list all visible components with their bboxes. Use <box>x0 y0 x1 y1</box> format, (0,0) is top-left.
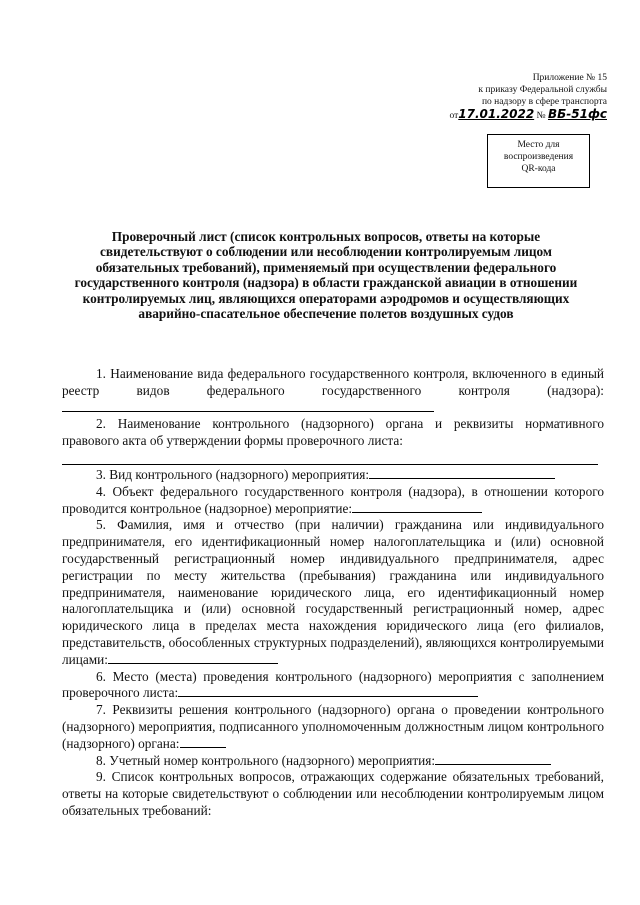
appendix-line-1: Приложение № 15 <box>532 73 607 83</box>
item-8-text: 8. Учетный номер контрольного (надзорного) мероприятия: <box>96 752 436 768</box>
item-9-text: 9. Список контрольных вопросов, отражающих содержание обязательных требований, ответы на которые свидетельствуют о соблюдении или несоблюдении контролируемым лицом обязательных требований: <box>62 769 604 818</box>
item-6-text: 6. Место (места) проведения контрольного (надзорного) мероприятия с заполнением проверочного листа: <box>62 668 604 701</box>
qr-line-3: QR-кода <box>521 164 556 174</box>
item-2-fill-line[interactable] <box>62 450 598 465</box>
item-7 <box>62 702 604 752</box>
item-4 <box>62 484 604 518</box>
handwritten-date: 17.01.2022 <box>458 107 535 121</box>
item-7-fill-line[interactable] <box>180 736 226 748</box>
item-4-text: 4. Объект федерального государственного контроля (надзора), в отношении которого проводится контрольное (надзорное) мероприятие: <box>62 483 604 516</box>
item-8-fill-line[interactable] <box>435 753 551 765</box>
handwritten-number: ВБ-51фс <box>548 107 607 121</box>
document-title: Проверочный лист (список контрольных вопросов, ответы на которые свидетельствуют о соблюдении или несоблюдении контролируемым лицом обязательных требований), применяемый при осуществлении федерального государственного контроля (надзора) в области гражданской авиации в отношении контролируемых лиц, являющихся операторами аэродромов и осуществляющих аварийно-спасательное обеспечение полетов воздушных судов <box>74 229 578 322</box>
qr-line-1: Место для <box>517 140 560 150</box>
qr-code-placeholder <box>487 134 590 188</box>
item-4-fill-line[interactable] <box>352 501 482 513</box>
item-5-fill-line[interactable] <box>108 652 278 664</box>
appendix-date-number <box>397 108 607 122</box>
item-6-fill-line[interactable] <box>178 685 478 697</box>
number-label: № <box>536 111 546 121</box>
item-5-text: 5. Фамилия, имя и отчество (при наличии) гражданина или индивидуального предпринимателя, его идентификационный номер налогоплательщика и (или) основной государственный регистрационный номер индивидуального предпринимателя, адрес регистрации по месту жительства (пребывания) гражданина или индивидуального предпринимателя, наименование юридического лица, его идентификационный номер налогоплательщика и (или) основной государственный регистрационный номер, адрес юридического лица в пределах места нахождения юридического лица (его филиалов, представительств, обособленных структурных подразделений), являющихся контролируемыми лицами: <box>62 517 604 667</box>
date-prefix: от <box>449 111 459 121</box>
item-1-fill-line[interactable] <box>62 400 434 412</box>
qr-line-2: воспроизведения <box>503 152 574 162</box>
item-8 <box>62 753 604 770</box>
appendix-line-3: по надзору в сфере транспорта <box>481 97 607 107</box>
item-1 <box>62 366 604 416</box>
item-9 <box>62 769 604 819</box>
item-6 <box>62 669 604 703</box>
item-1-text: 1. Наименование вида федерального государственного контроля, включенного в единый реестр видов федерального государственного контроля (надзора): <box>62 366 604 398</box>
item-3-fill-line[interactable] <box>369 467 555 479</box>
item-7-text: 7. Реквизиты решения контрольного (надзорного) органа о проведении контрольного (надзорного) мероприятия, подписанного уполномоченным должностным лицом контрольного (надзорного) органа: <box>62 702 604 751</box>
item-5 <box>62 517 604 668</box>
appendix-header <box>397 72 607 122</box>
document-body <box>62 366 604 820</box>
item-3 <box>62 467 604 484</box>
item-3-text: 3. Вид контрольного (надзорного) мероприятия: <box>96 466 370 482</box>
item-2 <box>62 416 604 450</box>
appendix-line-2: к приказу Федеральной службы <box>478 85 607 95</box>
item-2-text: 2. Наименование контрольного (надзорного) органа и реквизиты нормативного правового акта об утверждении формы проверочного листа: <box>62 416 604 449</box>
